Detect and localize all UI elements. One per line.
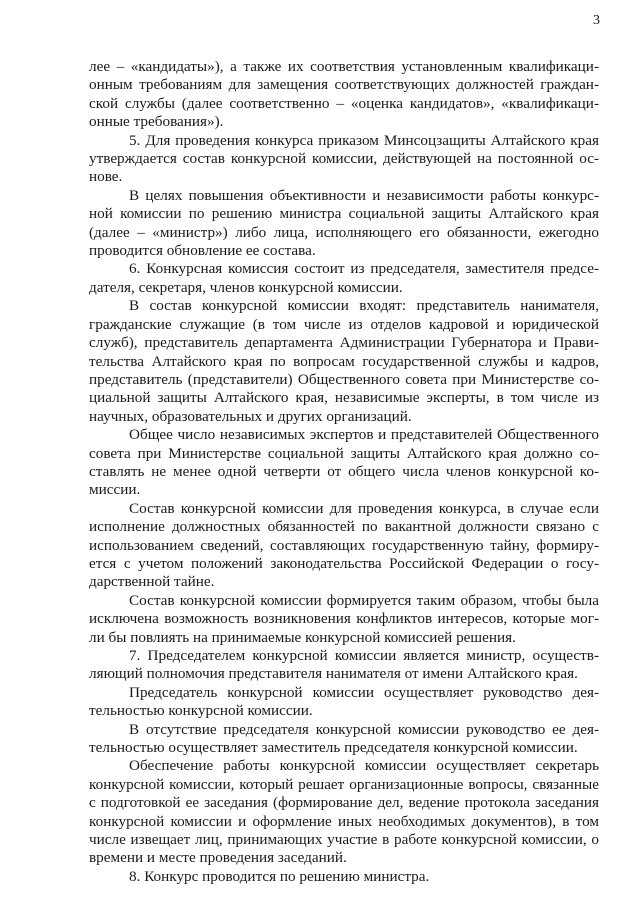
paragraph: 5. Для проведения конкурса приказом Минсоцзащиты Алтайского края утверждается состав конкурсной комиссии, действующей на постоянной основе. (89, 131, 599, 186)
paragraph: Состав конкурсной комиссии для проведения конкурса, в случае если исполнение должностных обязанностей по вакантной должности связано с использованием сведений, составляющих государственную тайну, формируется с учетом положений законодательства Российской Федерации о государственной тайне. (89, 499, 599, 591)
paragraph: Общее число независимых экспертов и представителей Общественного совета при Министерстве социальной защиты Алтайского края должно составлять не менее одной четверти от общего числа членов конкурсной комиссии. (89, 426, 599, 499)
page-number: 3 (593, 13, 600, 28)
paragraph: Обеспечение работы конкурсной комиссии осуществляет секретарь конкурсной комиссии, который решает организационные вопросы, связанные с подготовкой ее заседания (формирование дел, ведение протокола заседания конкурсной комиссии и оформление иных необходимых документов), в том числе извещает лиц, принимающих участие в работе конкурсной комиссии, о времени и месте проведения заседаний. (89, 757, 599, 867)
document-body (89, 58, 599, 886)
paragraph: В состав конкурсной комиссии входят: представитель нанимателя, гражданские служащие (в том числе из отделов кадровой и юридической служб), представитель департамента Администрации Губернатора и Правительства Алтайского края по вопросам государственной службы и кадров, представитель (представители) Общественного совета при Министерстве социальной защиты Алтайского края, независимые эксперты, в том числе из научных, образовательных и других организаций. (89, 297, 599, 425)
paragraph: Состав конкурсной комиссии формируется таким образом, чтобы была исключена возможность возникновения конфликтов интересов, которые могли бы повлиять на принимаемые конкурсной комиссией решения. (89, 591, 599, 646)
paragraph: В отсутствие председателя конкурсной комиссии руководство ее деятельностью осуществляет заместитель председателя конкурсной комиссии. (89, 720, 599, 757)
paragraph: В целях повышения объективности и независимости работы конкурсной комиссии по решению министра социальной защиты Алтайского края (далее – «министр») либо лица, исполняющего его обязанности, ежегодно проводится обновление ее состава. (89, 186, 599, 260)
paragraph: 6. Конкурсная комиссия состоит из председателя, заместителя председателя, секретаря, членов конкурсной комиссии. (89, 260, 599, 296)
paragraph: 7. Председателем конкурсной комиссии является министр, осуществляющий полномочия представителя нанимателя от имени Алтайского края. (89, 647, 599, 683)
paragraph: лее – «кандидаты»), а также их соответствия установленным квалификационным требованиям для замещения соответствующих должностей гражданской службы (далее соответственно – «оценка кандидатов», «квалификационные требования»). (89, 58, 599, 131)
paragraph: 8. Конкурс проводится по решению министра. (129, 867, 430, 885)
paragraph: Председатель конкурсной комиссии осуществляет руководство деятельностью конкурсной комиссии. (89, 683, 599, 720)
